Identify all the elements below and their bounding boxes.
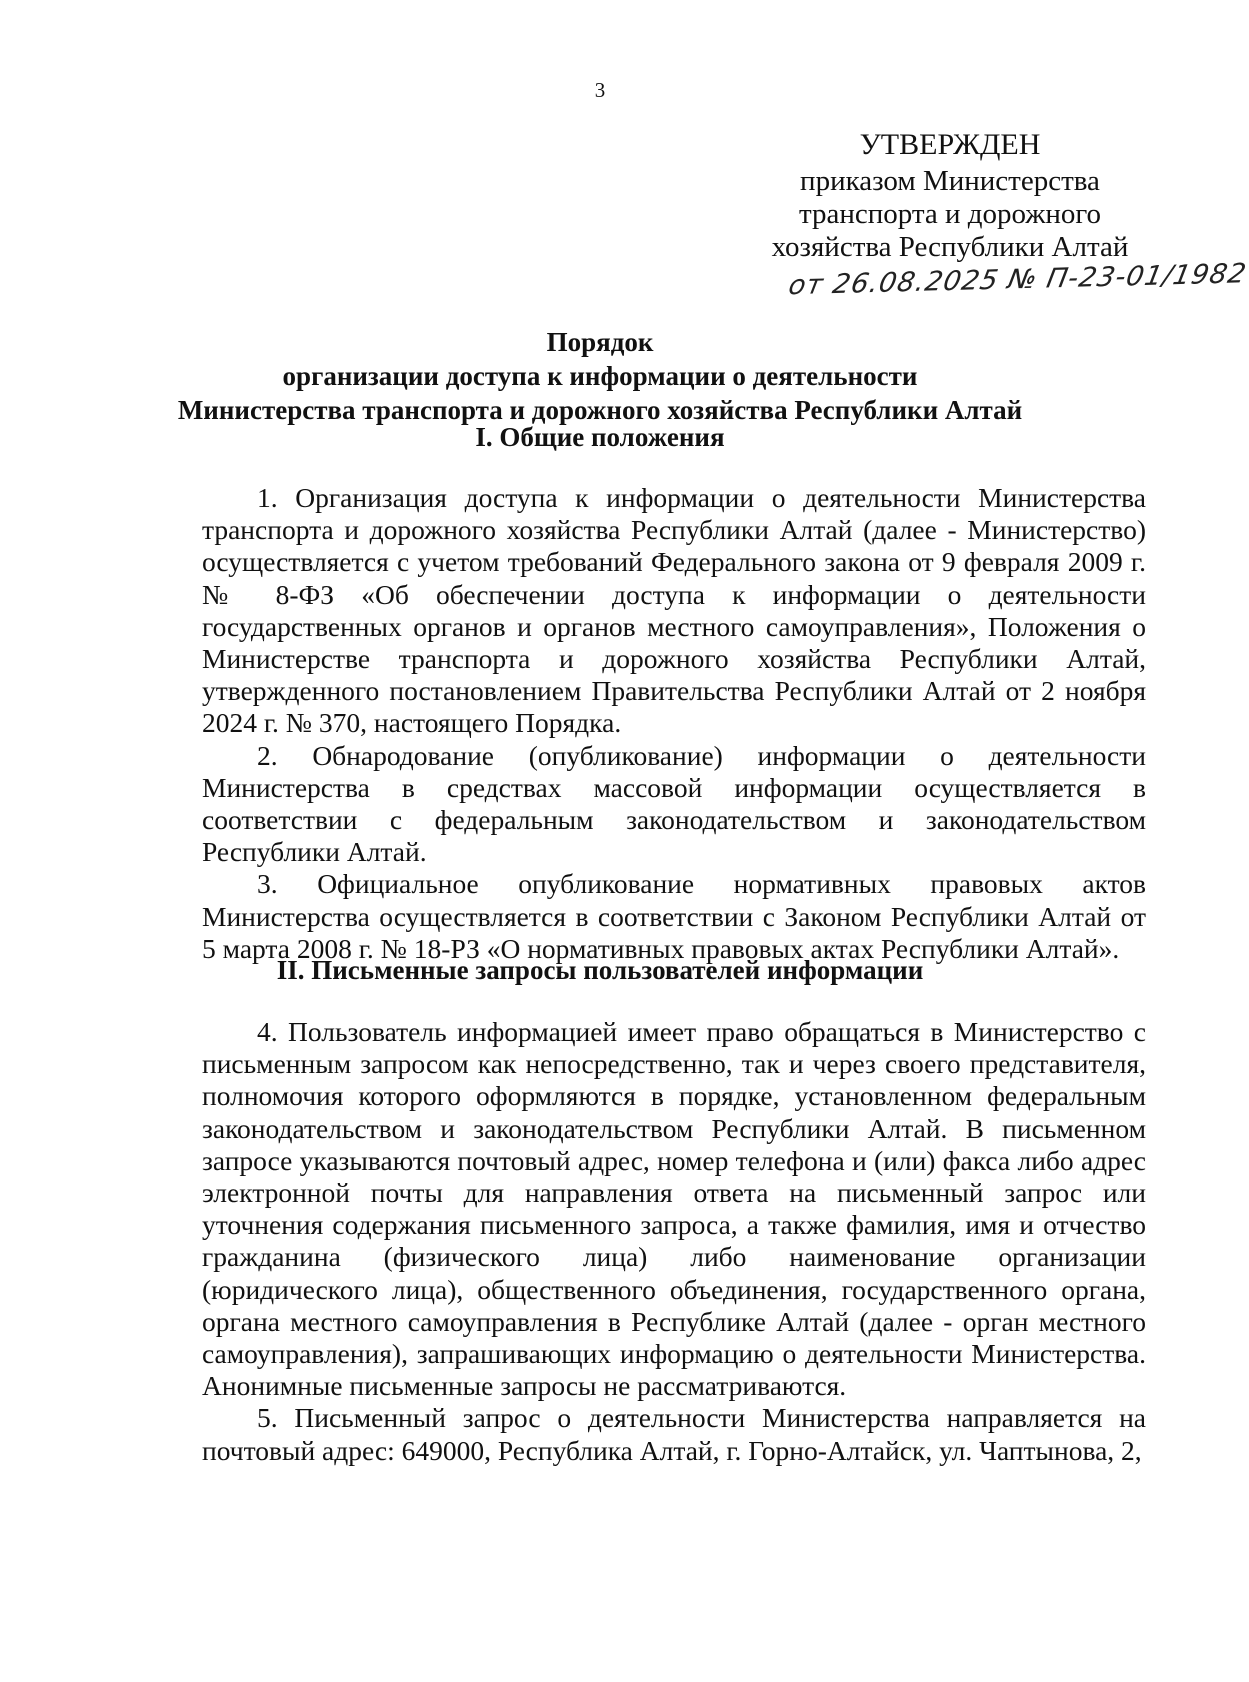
section-heading-requests: II. Письменные запросы пользователей информации (276, 955, 924, 985)
paragraph: 4. Пользователь информацией имеет право обращаться в Министерство с письменным запросом как непосредственно, так и через своего представителя, полномочия которого оформляются в порядке, установленном федеральным законодательством и законодательством Республики Алтай. В письменном запросе указываются почтовый адрес, номер телефона и (или) факса либо адрес электронной почты для направления ответа на письменный запрос или уточнения содержания письменного запроса, а также фамилия, имя и отчество гражданина (физического лица) либо наименование организации (юридического лица), общественного объединения, государственного органа, органа местного самоуправления в Республике Алтай (далее - орган местного самоуправления), запрашивающих информацию о деятельности Министерства. Анонимные письменные запросы не рассматриваются. (202, 1016, 1146, 1402)
title-line: Порядок (546, 327, 654, 357)
approval-block (760, 128, 1140, 264)
title-line: Министерства транспорта и дорожного хозяйства Республики Алтай (177, 395, 1023, 425)
paragraph: 1. Организация доступа к информации о деятельности Министерства транспорта и дорожного хозяйства Республики Алтай (далее - Министерство) осуществляется с учетом требований Федерального закона от 9 февраля 2009 г. № 8-ФЗ «Об обеспечении доступа к информации о деятельности государственных органов и органов местного самоуправления», Положения о Министерстве транспорта и дорожного хозяйства Республики Алтай, утвержденного постановлением Правительства Республики Алтай от 2 ноября 2024 г. № 370, настоящего Порядка. (202, 482, 1146, 739)
approval-line: приказом Министерства (800, 165, 1100, 197)
page-number: 3 (594, 78, 606, 102)
handwritten-date-number: от 26.08.2025 № П-23-01/1982 (786, 258, 1249, 302)
document-title (0, 325, 1200, 427)
paragraph: 3. Официальное опубликование нормативных правовых актов Министерства осуществляется в соответствии с Законом Республики Алтай от 5 марта 2008 г. № 18-РЗ «О нормативных правовых актах Республики Алтай». (202, 868, 1146, 964)
approval-line: транспорта и дорожного (798, 198, 1102, 230)
paragraph: 2. Обнародование (опубликование) информации о деятельности Министерства в средствах массовой информации осуществляется в соответствии с федеральным законодательством и законодательством Республики Алтай. (202, 739, 1146, 868)
title-line: организации доступа к информации о деятельности (282, 361, 918, 391)
section-body-general (202, 482, 1146, 965)
section-body-requests (202, 1016, 1146, 1467)
section-heading-general: I. Общие положения (475, 422, 725, 452)
paragraph: 5. Письменный запрос о деятельности Министерства направляется на почтовый адрес: 649000, Республика Алтай, г. Горно-Алтайск, ул. Чаптынова, 2, (202, 1402, 1146, 1466)
approval-line: хозяйства Республики Алтай (771, 231, 1129, 263)
approval-stamp: УТВЕРЖДЕН (859, 128, 1041, 161)
